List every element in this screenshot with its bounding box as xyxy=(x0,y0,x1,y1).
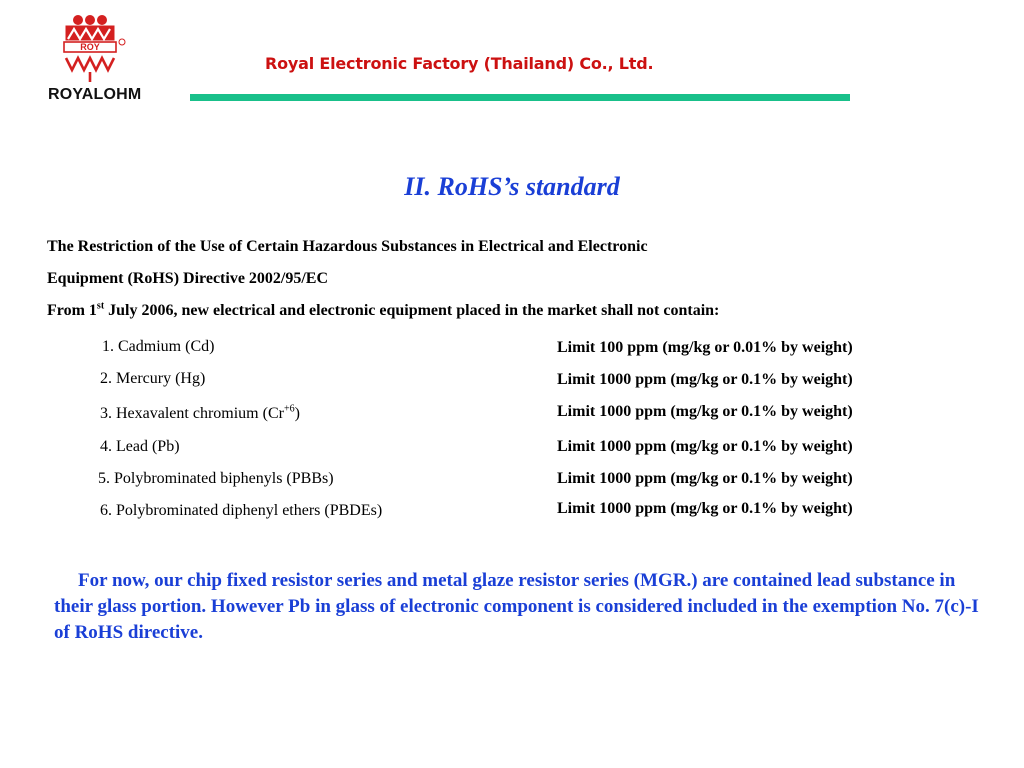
substance-limit: Limit 1000 ppm (mg/kg or 0.1% by weight) xyxy=(557,500,853,517)
exemption-note xyxy=(54,568,984,646)
exemption-note-text: For now, our chip fixed resistor series and metal glaze resistor series (MGR.) are contained lead substance in their glass portion. However Pb in glass of electronic component is considered included in the exemption No. 7(c)-I of RoHS directive. xyxy=(54,570,979,643)
header-divider xyxy=(190,94,850,101)
page-title: II. RoHS’s standard xyxy=(404,172,620,201)
substance-sup: +6 xyxy=(283,403,295,415)
intro-line-3-sup: st xyxy=(96,300,105,312)
intro-line-3 xyxy=(47,302,719,320)
substance-limit: Limit 1000 ppm (mg/kg or 0.1% by weight) xyxy=(557,403,853,420)
company-name: Royal Electronic Factory (Thailand) Co., Ltd. xyxy=(265,54,654,73)
substance-limit: Limit 1000 ppm (mg/kg or 0.1% by weight) xyxy=(557,371,853,388)
intro-line-3-suffix: July 2006, new electrical and electronic equipment placed in the market shall not contain: xyxy=(104,302,720,319)
intro-line-1: The Restriction of the Use of Certain Hazardous Substances in Electrical and Electronic xyxy=(47,238,648,255)
substance-limit: Limit 1000 ppm (mg/kg or 0.1% by weight) xyxy=(557,438,853,455)
substance-item: 2. Mercury (Hg) xyxy=(100,370,206,387)
svg-text:ROY: ROY xyxy=(80,42,100,52)
brand-name: ROYALOHM xyxy=(48,86,142,103)
substance-limit: Limit 100 ppm (mg/kg or 0.01% by weight) xyxy=(557,339,853,356)
substance-name-tail: ) xyxy=(294,405,300,422)
substance-item xyxy=(100,405,300,423)
substance-item: 5. Polybrominated biphenyls (PBBs) xyxy=(98,470,334,487)
intro-line-3-prefix: From 1 xyxy=(47,302,97,319)
substance-item: 6. Polybrominated diphenyl ethers (PBDEs) xyxy=(100,502,383,519)
substance-item: 1. Cadmium (Cd) xyxy=(102,338,215,355)
substance-name: 3. Hexavalent chromium (Cr xyxy=(100,405,284,422)
substance-item: 4. Lead (Pb) xyxy=(100,438,180,455)
substance-limit: Limit 1000 ppm (mg/kg or 0.1% by weight) xyxy=(557,470,853,487)
intro-line-2: Equipment (RoHS) Directive 2002/95/EC xyxy=(47,270,329,287)
